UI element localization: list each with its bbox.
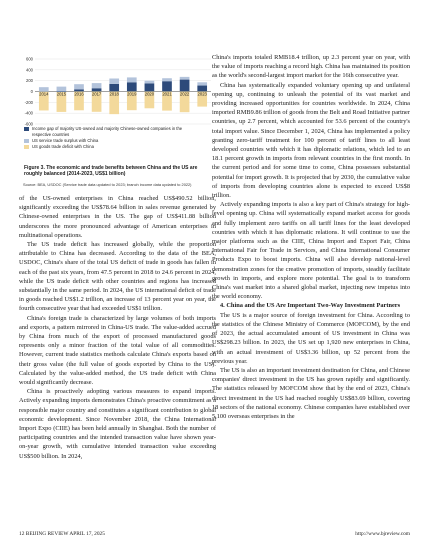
- bar-1-2022: [180, 77, 190, 80]
- legend-label: US goods trade deficit with China: [32, 144, 94, 149]
- y-tick-label: -600: [24, 121, 33, 126]
- bar-1-2023: [197, 82, 207, 85]
- x-tick-label: 2023: [197, 91, 207, 97]
- legend-item: [24, 126, 194, 138]
- bar-1-2016: [74, 84, 84, 89]
- bar-1-2019: [127, 77, 137, 82]
- y-tick-label: 0: [30, 89, 33, 94]
- x-tick-label: 2022: [179, 91, 190, 97]
- bar-1-2020: [145, 81, 155, 84]
- legend-label: US service trade surplus with China: [32, 138, 99, 143]
- paragraph: of the US-owned enterprises in China reached US$490.52 billion, significantly exceeding the US$78.64 billion in sales revenue generated by Chinese-owned enterprises in the US. The gap of US$411.88 billion underscores the more pronounced advantage of American enterprises in multinational operations.: [19, 195, 216, 239]
- y-tick-label: -200: [24, 99, 33, 105]
- x-tick-label: 2021: [162, 91, 172, 97]
- bar-1-2017: [92, 83, 102, 88]
- legend-item: [24, 144, 194, 150]
- y-tick-label: 200: [26, 78, 33, 84]
- legend-label: Income gap of majority US-owned and majority Chinese-owned companies in the respective countries: [32, 126, 183, 137]
- bar-0-2021: [162, 81, 172, 91]
- section-heading: 4. China and the US Are Important Two-Way Investment Partners: [220, 302, 401, 310]
- bar-0-2018: [109, 84, 119, 92]
- footer-page-info: 12 BEIJING REVIEW APRIL 17, 2025: [19, 531, 105, 537]
- paragraph: The US is also an important investment destination for China, and Chinese companies' direct investment in the US has grown rapidly and significantly. The statistics released by MOFCOM show that by the end of 2023, China's direct investment in the US had reached roughly US$83.69 billion, covering 18 sectors of the national economy. Chinese companies have established over 5,100 overseas enterprises in the: [212, 366, 410, 420]
- paragraph: China is proactively adopting various measures to expand imports. Actively expanding imports demonstrates China's proactive commitment as a responsible major country and constitutes a significant contribution to global economic development. Since November 2018, the China International Import Expo (CIIE) has been held annually in Shanghai. Both the number of participating countries and the intended transaction value have shown year-on-year growth, with cumulative intended transaction value exceeding US$500 billion. In 2024,: [19, 388, 216, 460]
- x-tick-label: 2020: [144, 91, 155, 97]
- paragraph: China's foreign trade is characterized by large volumes of both imports and exports, a pattern mirrored in China-US trade. The value-added accrued by China from much of the export of processed manufactured goods represents only a minor fraction of the total value of all commodities. However, current trade statistics methods calculate China's exports based on their gross value (the full value of goods exported by China to the US). Calculated by the value-added method, the US trade deficit with China would significantly decrease.: [19, 314, 216, 387]
- left-column: [19, 194, 216, 461]
- chart-legend: [24, 126, 194, 150]
- right-column: [212, 53, 410, 421]
- bar-1-2018: [109, 79, 119, 84]
- x-tick-label: 2016: [74, 91, 84, 97]
- x-tick-label: 2017: [91, 91, 102, 97]
- bar-0-2020: [145, 83, 155, 91]
- x-tick-label: 2014: [39, 91, 49, 97]
- x-tick-label: 2018: [109, 91, 119, 97]
- bar-0-2022: [180, 80, 190, 92]
- figure-caption: Figure 3. The economic and trade benefits between China and the US are roughly balanced (2014-2023, US$1 billion): [24, 165, 198, 178]
- footer-url: http://www.bjreview.com: [355, 531, 410, 537]
- paragraph: The US is a major source of foreign investment for China. According to the statistics of the Chinese Ministry of Commerce (MOFCOM), by the end of 2023, the actual accumulated amount of US investment in China was US$298.23 billion. In 2023, the US set up 1,920 new enterprises in China, with an actual investment of US$3.36 billion, up 52 percent from the previous year.: [212, 311, 410, 365]
- trade-bar-chart: [19, 56, 216, 126]
- y-tick-label: 600: [26, 56, 33, 62]
- legend-swatch: [24, 139, 29, 143]
- paragraph: China has systematically expanded voluntary opening up and unilateral opening up, continuing to unleash the potential of its vast market and providing increased opportunities for countries worldwide. In 2024, China imported RMB9.86 trillion of goods from the Belt and Road Initiative partner countries, up 2.7 percent, which accounted for 53.6 percent of the country's total import value. Since December 1, 2024, China has implemented a policy granting zero-tariff treatment for 100 percent of tariff lines to all least developed countries with which it has diplomatic relations, which led to an 18.1 percent growth in imports from relevant countries in the first month. In the current period and for some time to come, China possesses substantial potential for import growth. It is projected that by 2030, the cumulative value of imports from developing countries alone is expected to exceed US$8 trillion.: [212, 81, 410, 200]
- legend-swatch: [24, 127, 29, 131]
- x-tick-label: 2019: [127, 91, 137, 97]
- paragraph: China's imports totaled RMB18.4 trillion, up 2.3 percent year on year, with the value of imports reaching a record high. China has maintained its position as the world's second-largest import market for the 16th consecutive year.: [212, 54, 410, 80]
- y-tick-label: -400: [24, 110, 33, 116]
- bar-1-2021: [162, 78, 172, 81]
- paragraph: The US trade deficit has increased globally, while the proportion attributable to China has decreased. According to the data of the BEA, USDOC, China's share of the total US deficit of trade in goods has fallen in each of the past six years, from 47.5 percent in 2018 to 24.6 percent in 2024, while the US trade deficit with other countries and regions has increased substantially in the same period. In 2024, the US international deficit of trade in goods reached US$1.2 trillion, an increase of 13 percent year on year, the fourth consecutive year that had exceeded US$1 trillion.: [19, 241, 216, 313]
- legend-swatch: [24, 145, 29, 149]
- x-tick-label: 2015: [56, 91, 67, 97]
- figure-source: Source: BEA, USDOC (Service trade data updated to 2023; branch income data updated to 2022): [23, 182, 192, 187]
- bar-0-2019: [127, 82, 137, 91]
- paragraph: Actively expanding imports is also a key part of China's strategy for high-level opening up. China will systematically expand market access for goods and fully implement zero tariffs on all tariff lines for the least developed countries with which it has diplomatic relations. It will continue to use the major platforms such as the CIIE, China Import and Export Fair, China International Fair for Trade in Services, and China International Consumer Products Expo to boost imports. China will also develop national-level demonstration zones for the creative promotion of imports, steadily facilitate growth in imports, and explore more potential. The goal is to transform China's vast market into a shared global market, injecting new impetus into the world economy.: [212, 201, 410, 301]
- y-tick-label: 400: [26, 67, 33, 73]
